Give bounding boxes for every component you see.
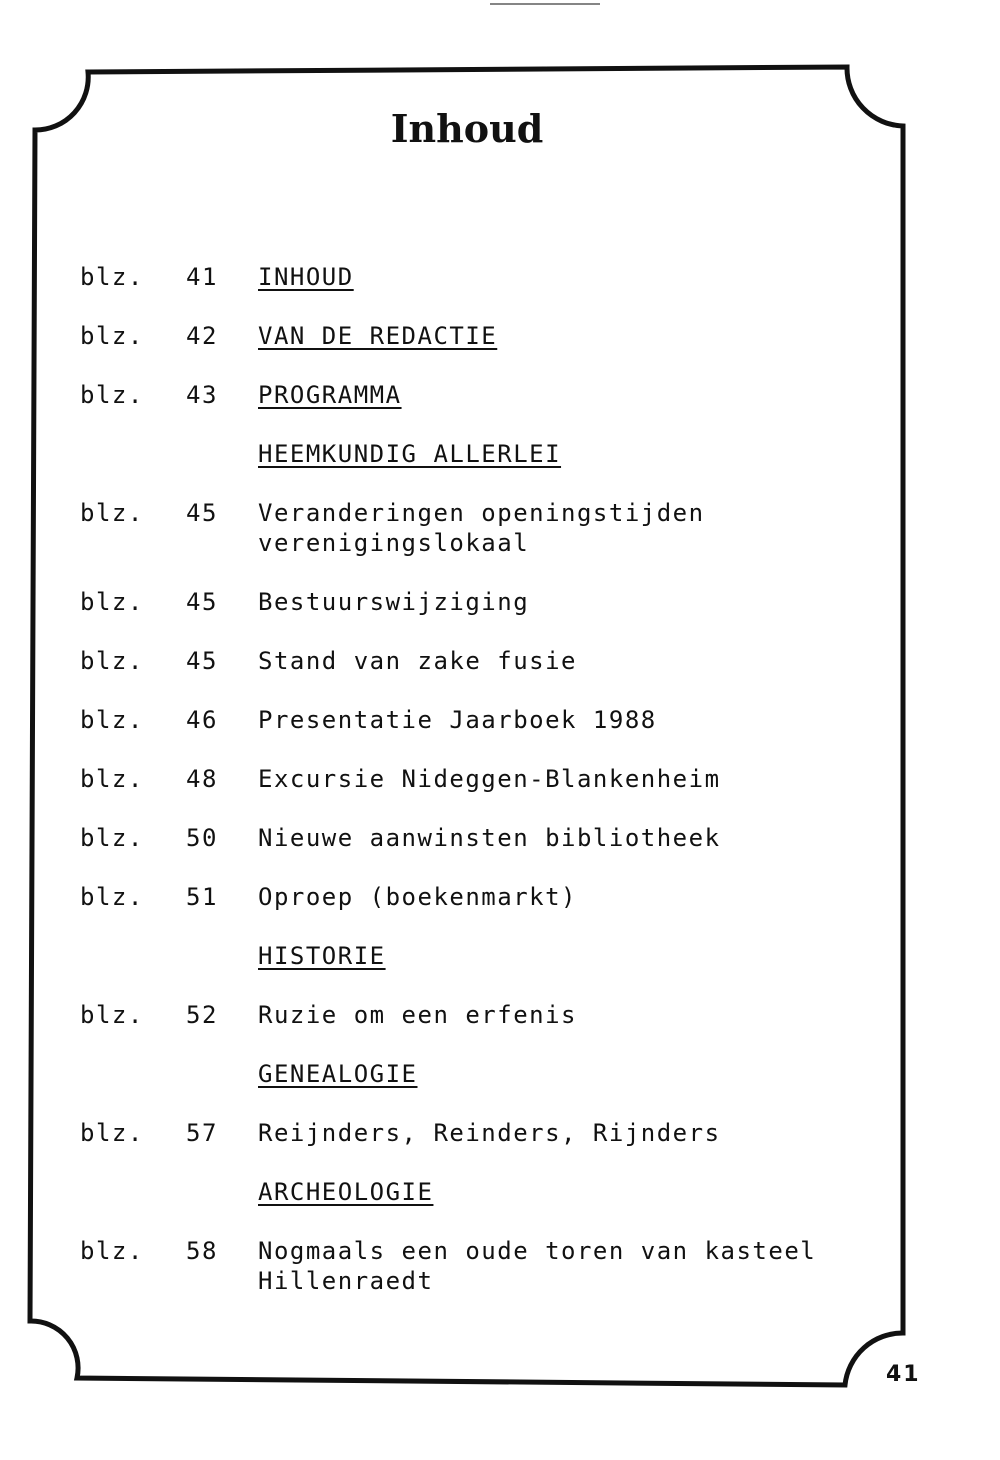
toc-entry bbox=[80, 498, 900, 558]
toc-title: Reijnders, Reinders, Rijnders bbox=[258, 1119, 721, 1147]
toc-title: Oproep (boekenmarkt) bbox=[258, 883, 577, 911]
toc-prefix: blz. bbox=[80, 883, 144, 911]
toc-entry bbox=[80, 321, 900, 351]
toc-title: Ruzie om een erfenis bbox=[258, 1001, 577, 1029]
toc-entry bbox=[80, 1118, 900, 1148]
toc-page-number: 41 bbox=[186, 263, 218, 291]
toc-title: Veranderingen openingstijden verenigingslokaal bbox=[258, 499, 705, 557]
toc-page-number: 43 bbox=[186, 381, 218, 409]
toc-prefix: blz. bbox=[80, 322, 144, 350]
toc-page-number: 48 bbox=[186, 765, 218, 793]
toc-prefix: blz. bbox=[80, 588, 144, 616]
toc-page-number: 45 bbox=[186, 588, 218, 616]
toc-page-number: 45 bbox=[186, 647, 218, 675]
toc-page-number: 46 bbox=[186, 706, 218, 734]
toc-title: ARCHEOLOGIE bbox=[258, 1178, 434, 1206]
toc-title: Excursie Nideggen-Blankenheim bbox=[258, 765, 721, 793]
toc-page-number: 57 bbox=[186, 1119, 218, 1147]
toc-page-number: 52 bbox=[186, 1001, 218, 1029]
toc-title: Bestuurswijziging bbox=[258, 588, 530, 616]
toc-title: Nogmaals een oude toren van kasteel Hillenraedt bbox=[258, 1237, 817, 1295]
toc-title: GENEALOGIE bbox=[258, 1060, 418, 1088]
toc-prefix: blz. bbox=[80, 1237, 144, 1265]
toc-entry bbox=[80, 262, 900, 292]
toc-entry bbox=[80, 705, 900, 735]
toc-prefix: blz. bbox=[80, 499, 144, 527]
toc-title: PROGRAMMA bbox=[258, 381, 402, 409]
toc-prefix: blz. bbox=[80, 1001, 144, 1029]
toc-entry bbox=[80, 823, 900, 853]
toc-entry bbox=[80, 764, 900, 794]
toc-page-number: 42 bbox=[186, 322, 218, 350]
toc-prefix: blz. bbox=[80, 824, 144, 852]
toc-prefix: blz. bbox=[80, 765, 144, 793]
toc-prefix: blz. bbox=[80, 381, 144, 409]
toc-title: HISTORIE bbox=[258, 942, 386, 970]
toc-page-number: 58 bbox=[186, 1237, 218, 1265]
toc-prefix: blz. bbox=[80, 647, 144, 675]
toc-section-heading bbox=[80, 1059, 900, 1089]
toc-entry bbox=[80, 587, 900, 617]
toc-title: Nieuwe aanwinsten bibliotheek bbox=[258, 824, 721, 852]
toc-section-heading bbox=[80, 439, 900, 469]
toc-entry bbox=[80, 1000, 900, 1030]
toc-entry bbox=[80, 1236, 900, 1296]
toc-entry bbox=[80, 882, 900, 912]
toc-title: INHOUD bbox=[258, 263, 354, 291]
page-title: Inhoud bbox=[390, 106, 544, 151]
toc-section-heading bbox=[80, 941, 900, 971]
table-of-contents bbox=[80, 262, 900, 1296]
toc-title: Presentatie Jaarboek 1988 bbox=[258, 706, 657, 734]
toc-prefix: blz. bbox=[80, 1119, 144, 1147]
toc-page-number: 45 bbox=[186, 499, 218, 527]
page-number: 41 bbox=[886, 1362, 921, 1387]
toc-page-number: 51 bbox=[186, 883, 218, 911]
toc-title: VAN DE REDACTIE bbox=[258, 322, 498, 350]
toc-prefix: blz. bbox=[80, 263, 144, 291]
toc-entry bbox=[80, 380, 900, 410]
toc-title: HEEMKUNDIG ALLERLEI bbox=[258, 440, 562, 468]
toc-title: Stand van zake fusie bbox=[258, 647, 577, 675]
toc-page-number: 50 bbox=[186, 824, 218, 852]
toc-section-heading bbox=[80, 1177, 900, 1207]
toc-prefix: blz. bbox=[80, 706, 144, 734]
toc-entry bbox=[80, 646, 900, 676]
